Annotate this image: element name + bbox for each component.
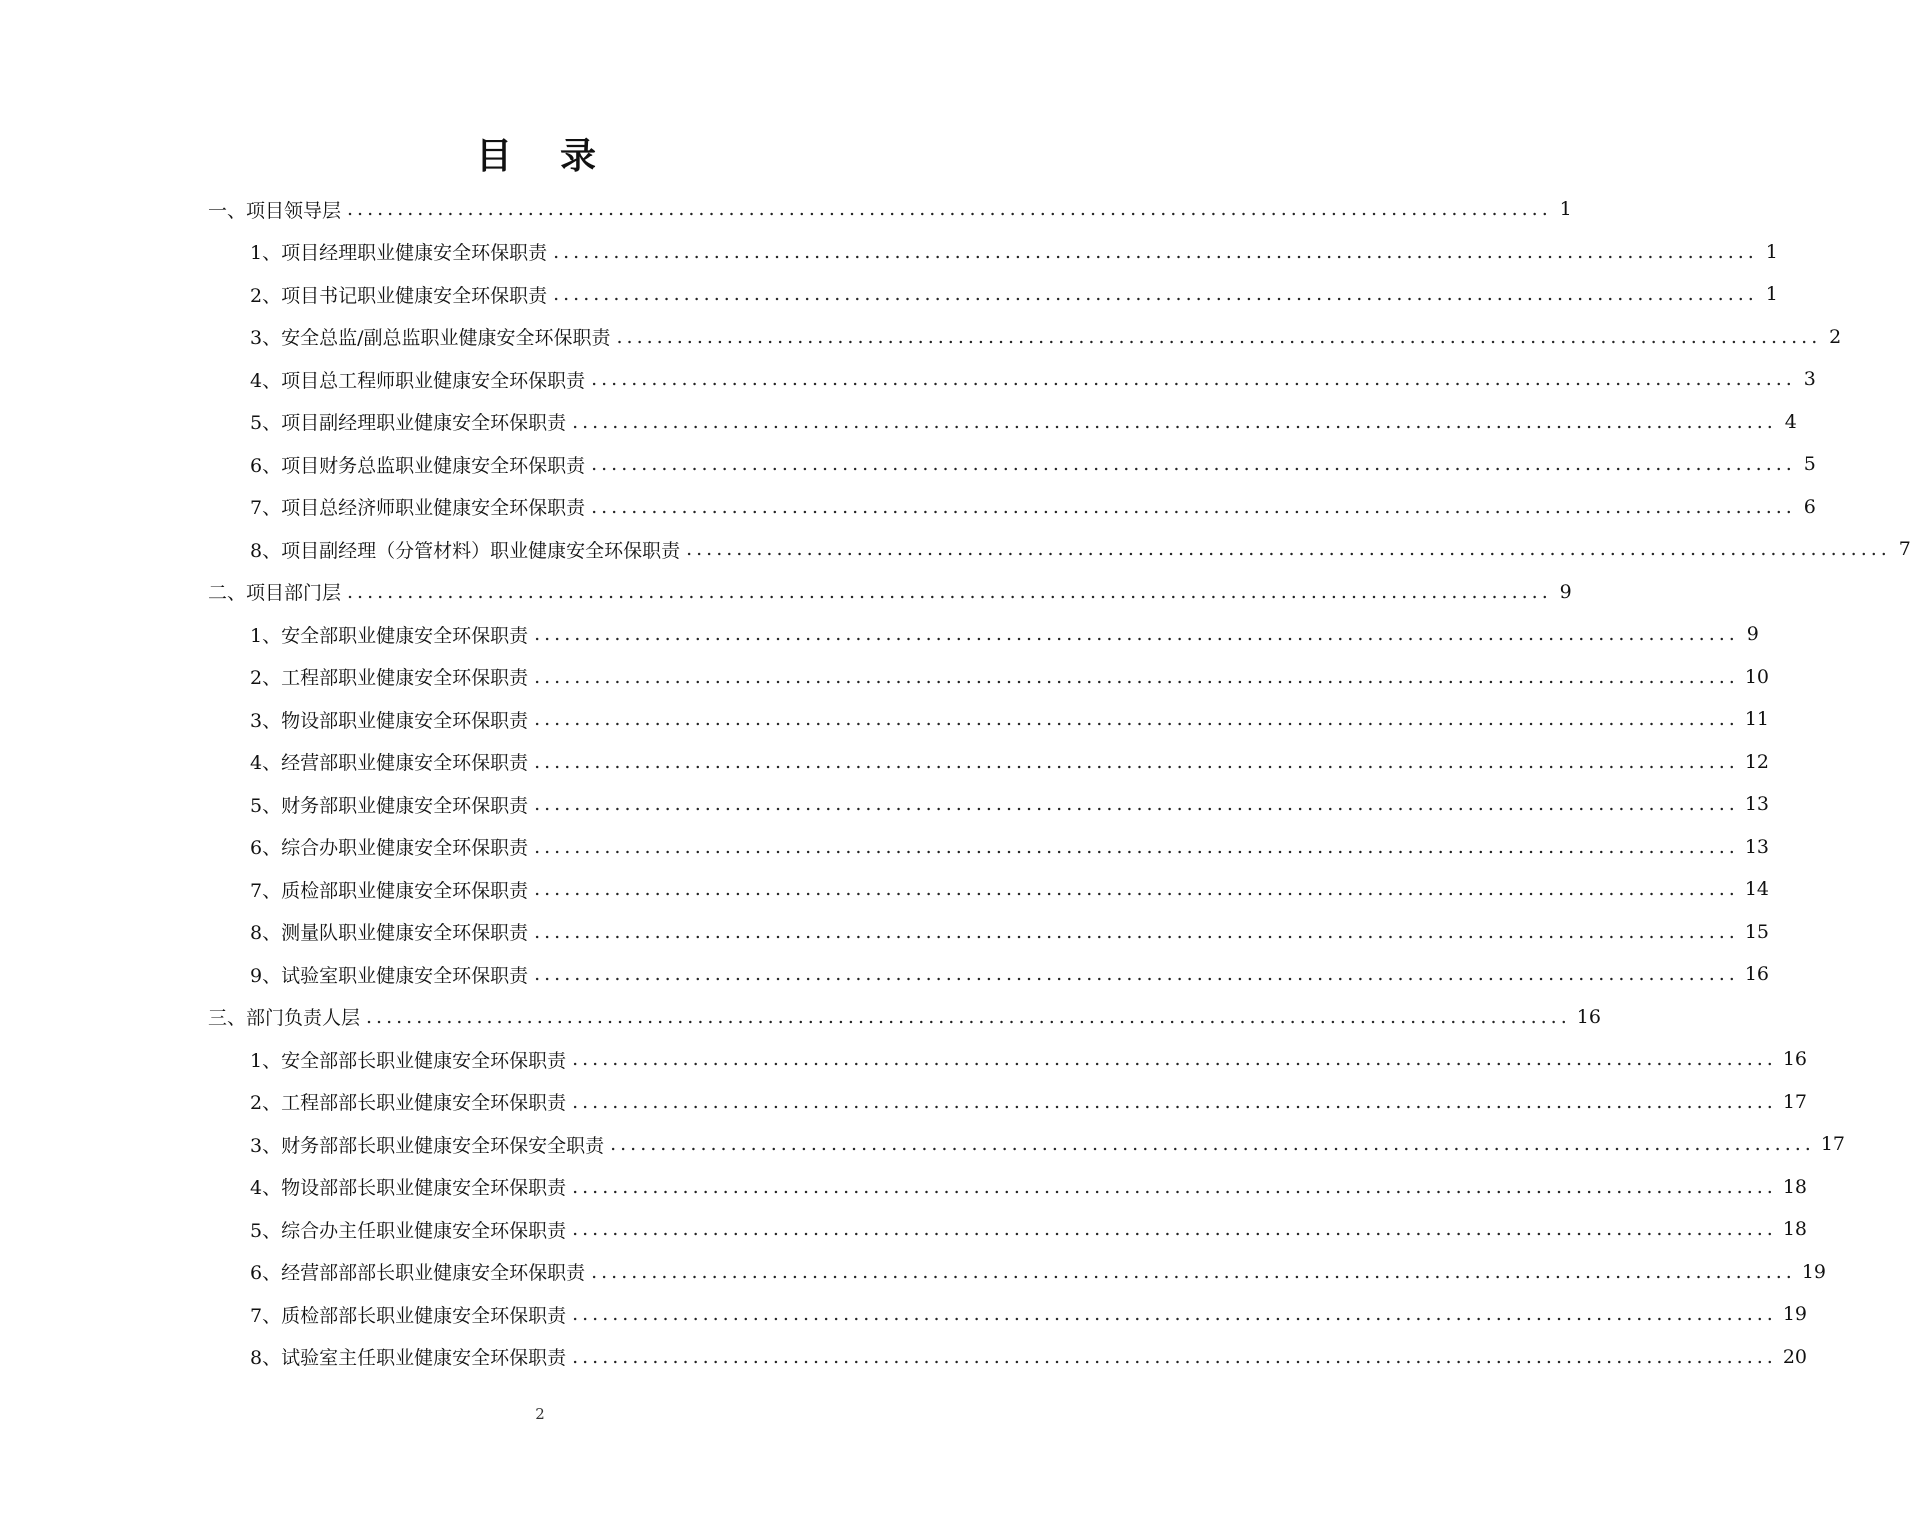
toc-page-number: 18 — [1782, 1218, 1808, 1240]
toc-entry[interactable] — [250, 911, 1770, 953]
toc-entry-label: 7、质检部部长职业健康安全环保职责 — [250, 1304, 567, 1327]
toc-leader-dots: ........................................................................................................................ — [591, 495, 1796, 518]
toc-leader-dots: ........................................................................................................................ — [534, 835, 1739, 858]
toc-entry[interactable] — [250, 528, 1911, 570]
toc-entry-label: 1、项目经理职业健康安全环保职责 — [250, 242, 548, 264]
toc-page-number: 4 — [1784, 410, 1797, 433]
page-title — [0, 128, 1080, 179]
toc-leader-dots: ........................................................................................................................ — [572, 1090, 1777, 1113]
toc-page-number: 17 — [1820, 1133, 1846, 1155]
toc-page-number: 1 — [1765, 240, 1778, 263]
toc-leader-dots: ........................................................................................................................ — [534, 878, 1739, 900]
toc-leader-dots: ........................................................................................................................ — [534, 750, 1739, 773]
toc-page-number: 7 — [1898, 538, 1911, 560]
toc-entry-label: 2、项目书记职业健康安全环保职责 — [250, 284, 548, 307]
toc-entry[interactable] — [250, 1038, 1808, 1080]
toc-entry[interactable] — [250, 486, 1816, 528]
toc-leader-dots: ........................................................................................................................ — [572, 1345, 1777, 1368]
toc-entry[interactable] — [250, 741, 1770, 783]
toc-page-number: 12 — [1744, 750, 1770, 773]
toc-entry[interactable] — [250, 443, 1816, 485]
toc-entry[interactable] — [250, 698, 1770, 740]
title-left-char: 目 — [475, 135, 520, 177]
toc-entry[interactable] — [250, 401, 1797, 443]
toc-page-number: 19 — [1801, 1260, 1827, 1283]
toc-leader-dots: ........................................................................................................................ — [534, 665, 1739, 688]
toc-leader-dots: ........................................................................................................................ — [553, 283, 1758, 305]
toc-entry-label: 5、综合办主任职业健康安全环保职责 — [250, 1219, 567, 1242]
page-number: 2 — [535, 1405, 545, 1423]
toc-entry-label: 5、项目副经理职业健康安全环保职责 — [250, 412, 567, 434]
toc-entry-label: 8、测量队职业健康安全环保职责 — [250, 922, 529, 944]
toc-leader-dots: ........................................................................................................................ — [616, 325, 1822, 348]
toc-entry-label: 2、工程部职业健康安全环保职责 — [250, 667, 529, 689]
toc-entry-label: 1、安全部部长职业健康安全环保职责 — [250, 1049, 567, 1072]
toc-page-number: 5 — [1803, 453, 1816, 475]
toc-entry[interactable] — [250, 783, 1770, 825]
toc-entry[interactable] — [250, 953, 1770, 995]
toc-leader-dots: ........................................................................................................................ — [347, 198, 1552, 220]
toc-leader-dots: ........................................................................................................................ — [686, 538, 1891, 560]
toc-leader-dots: ........................................................................................................................ — [572, 1175, 1777, 1198]
toc-entry-label: 二、项目部门层 — [208, 582, 342, 604]
toc-page-number: 9 — [1559, 580, 1572, 603]
toc-page-number: 19 — [1782, 1303, 1808, 1325]
toc-leader-dots: ........................................................................................................................ — [553, 240, 1758, 263]
toc-leader-dots: ........................................................................................................................ — [572, 1303, 1777, 1325]
toc-entry-label: 8、项目副经理（分管材料）职业健康安全环保职责 — [250, 539, 681, 562]
toc-entry[interactable] — [250, 1293, 1808, 1335]
toc-entry-label: 7、项目总经济师职业健康安全环保职责 — [250, 497, 586, 519]
toc-page-number: 11 — [1744, 708, 1770, 730]
toc-page-number: 16 — [1782, 1048, 1808, 1070]
toc-entry-label: 7、质检部职业健康安全环保职责 — [250, 879, 529, 902]
toc-page-number: 17 — [1782, 1090, 1808, 1113]
toc-entry[interactable] — [250, 656, 1770, 698]
toc-leader-dots: ........................................................................................................................ — [591, 368, 1796, 390]
toc-leader-dots: ........................................................................................................................ — [534, 623, 1739, 645]
toc-entry[interactable] — [250, 826, 1770, 868]
toc-page-number: 2 — [1829, 325, 1842, 348]
toc-page-number: 14 — [1744, 878, 1770, 900]
toc-leader-dots: ........................................................................................................................ — [591, 453, 1796, 475]
toc-entry-label: 4、项目总工程师职业健康安全环保职责 — [250, 369, 586, 392]
toc-entry-label: 4、物设部部长职业健康安全环保职责 — [250, 1177, 567, 1199]
toc-page-number: 3 — [1803, 368, 1816, 390]
toc-entry[interactable] — [250, 316, 1842, 358]
toc-page-number: 16 — [1576, 1005, 1601, 1028]
toc-section[interactable] — [208, 996, 1601, 1038]
toc-leader-dots: ........................................................................................................................ — [534, 920, 1739, 943]
toc-section[interactable] — [208, 188, 1572, 230]
toc-leader-dots: ........................................................................................................................ — [572, 1218, 1777, 1240]
toc-entry[interactable] — [250, 613, 1759, 655]
toc-entry-label: 6、项目财务总监职业健康安全环保职责 — [250, 454, 586, 477]
toc-entry-label: 9、试验室职业健康安全环保职责 — [250, 964, 529, 987]
toc-leader-dots: ........................................................................................................................ — [534, 793, 1739, 815]
toc-entry-label: 3、安全总监/副总监职业健康安全环保职责 — [250, 327, 611, 349]
toc-entry-label: 3、财务部部长职业健康安全环保安全职责 — [250, 1134, 605, 1157]
toc-entry-label: 一、项目领导层 — [208, 199, 342, 222]
toc-entry[interactable] — [250, 1208, 1808, 1250]
toc-leader-dots: ........................................................................................................................ — [610, 1133, 1815, 1155]
toc-entry[interactable] — [250, 358, 1816, 400]
toc-entry[interactable] — [250, 273, 1778, 315]
toc-page-number: 15 — [1744, 920, 1770, 943]
toc-leader-dots: ........................................................................................................................ — [572, 1048, 1777, 1070]
toc-entry-label: 6、经营部部部长职业健康安全环保职责 — [250, 1262, 586, 1284]
toc-entry[interactable] — [250, 1166, 1808, 1208]
toc-entry-label: 6、综合办职业健康安全环保职责 — [250, 837, 529, 859]
toc-leader-dots: ........................................................................................................................ — [366, 1005, 1571, 1028]
toc-entry-label: 8、试验室主任职业健康安全环保职责 — [250, 1347, 567, 1369]
toc-entry[interactable] — [250, 1336, 1808, 1378]
toc-page-number: 13 — [1744, 793, 1770, 815]
toc-page-number: 10 — [1744, 665, 1770, 688]
toc-entry[interactable] — [250, 1251, 1827, 1293]
toc-page-number: 16 — [1744, 963, 1770, 985]
toc-section[interactable] — [208, 571, 1572, 613]
title-right-char: 录 — [560, 135, 605, 177]
toc-entry-label: 4、经营部职业健康安全环保职责 — [250, 752, 529, 774]
toc-leader-dots: ........................................................................................................................ — [534, 708, 1739, 730]
toc-leader-dots: ........................................................................................................................ — [591, 1260, 1796, 1283]
toc-entry[interactable] — [250, 868, 1770, 910]
toc-entry-label: 5、财务部职业健康安全环保职责 — [250, 794, 529, 817]
toc-entry[interactable] — [250, 1123, 1846, 1165]
toc-page-number: 18 — [1782, 1175, 1808, 1198]
toc-page-number: 1 — [1765, 283, 1778, 305]
toc-page-number: 13 — [1744, 835, 1770, 858]
toc-entry-label: 1、安全部职业健康安全环保职责 — [250, 624, 529, 647]
toc-page-number: 6 — [1803, 495, 1816, 518]
toc-leader-dots: ........................................................................................................................ — [347, 580, 1552, 603]
toc-page-number: 1 — [1559, 198, 1572, 220]
toc-entry[interactable] — [250, 231, 1778, 273]
toc-entry-label: 2、工程部部长职业健康安全环保职责 — [250, 1092, 567, 1114]
toc-page-number: 9 — [1746, 623, 1759, 645]
toc-entry-label: 3、物设部职业健康安全环保职责 — [250, 709, 529, 732]
toc-leader-dots: ........................................................................................................................ — [572, 410, 1777, 433]
toc-leader-dots: ........................................................................................................................ — [534, 963, 1739, 985]
toc-page-number: 20 — [1782, 1345, 1808, 1368]
toc-entry-label: 三、部门负责人层 — [208, 1007, 361, 1029]
toc-entry[interactable] — [250, 1081, 1808, 1123]
